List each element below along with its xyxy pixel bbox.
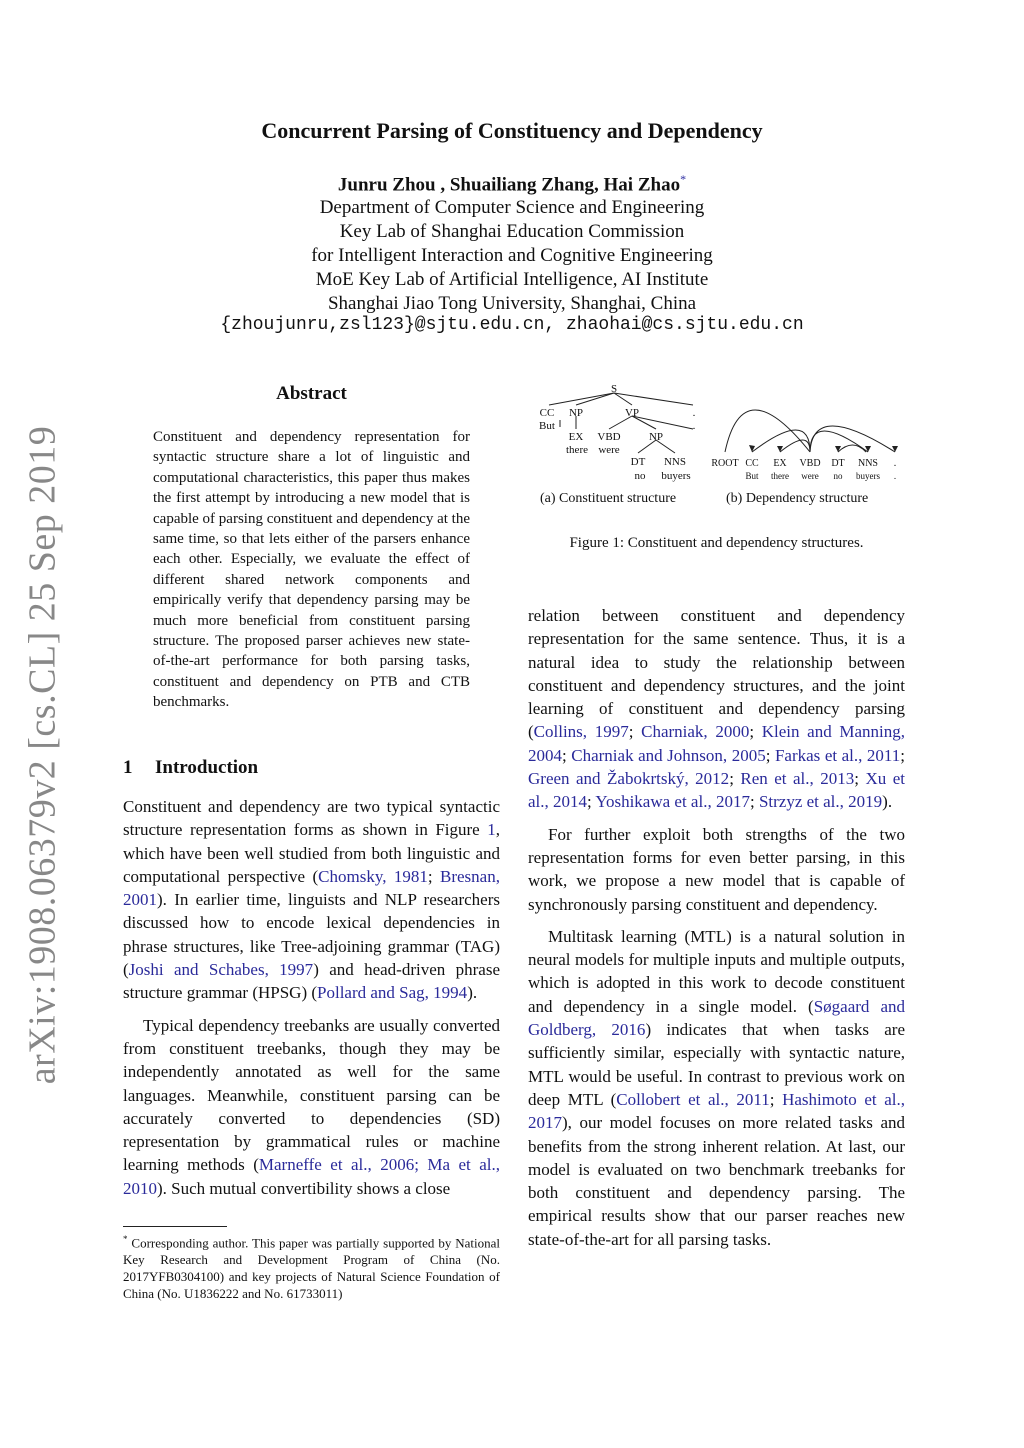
footnote-text: Corresponding author. This paper was partially supported by National Key Research and Development Program of China (No. 2017YFB0304100) and key projects of Natural Science Foundation of China (No. U1836222 and No. 61733011) xyxy=(123,1235,501,1302)
citation-link[interactable]: Xu et al., 2014 xyxy=(528,769,905,812)
text-run: Multitask learning (MTL) is a natural solution in neural models for multiple inputs and multiple outputs, which is adopted in this work to decode constituent and dependency in a single model. ( xyxy=(528,926,905,1016)
affiliation-line: MoE Key Lab of Artificial Intelligence, AI Institute xyxy=(315,269,709,290)
text-run: ; xyxy=(900,745,906,765)
text-run: ; xyxy=(765,745,775,765)
intro-paragraph xyxy=(528,604,905,814)
intro-paragraph: For further exploit both strengths of the two representation forms for even better parsing, in this work, we propose a new model that is capable of synchronously parsing constituent and dependency. xyxy=(528,824,905,914)
figure-ref-link[interactable]: 1 xyxy=(487,820,496,840)
dep-tag-ex: EX xyxy=(773,458,787,469)
dep-word-were: were xyxy=(801,471,819,481)
text-run: ; xyxy=(854,769,866,789)
dep-word-no: no xyxy=(833,471,843,481)
citation-link[interactable]: Strzyz et al., 2019 xyxy=(758,792,883,812)
arxiv-identifier-text: arXiv:1908.06379v2 [cs.CL] 25 Sep 2019 xyxy=(21,425,64,1085)
citation-link[interactable]: Pollard and Sag, 1994 xyxy=(317,983,468,1003)
text-run: relation between constituent and dependency representation for the same sentence. Thus, it is a natural idea to study the relationship between constituent and dependency structures, and the joint learning of constituent and dependency parsing ( xyxy=(528,606,905,742)
tree-leaf-but: But xyxy=(539,420,555,432)
citation-link[interactable]: Marneffe et al., 2006; Ma et al., 2010 xyxy=(123,1155,501,1198)
section-title: Introduction xyxy=(155,757,259,778)
paper-title: Concurrent Parsing of Constituency and Dependency xyxy=(261,118,763,143)
subcaption-a: (a) Constituent structure xyxy=(540,491,677,506)
text-run: ) indicates that when tasks are sufficiently similar, especially with syntactic nature, MTL would be useful. In contrast to previous work on deep MTL ( xyxy=(528,1020,905,1109)
corresponding-author-mark: * xyxy=(680,172,687,186)
footnote-mark: * xyxy=(123,1234,128,1244)
tree-leaf-there: there xyxy=(566,444,588,456)
citation-link[interactable]: Ren et al., 2013 xyxy=(740,769,855,789)
right-column-body xyxy=(528,604,905,1251)
dep-tag-cc: CC xyxy=(745,458,759,469)
dep-word-but: But xyxy=(745,471,759,481)
dep-tag-dt: DT xyxy=(831,458,845,469)
dep-tag-vbd: VBD xyxy=(799,458,821,469)
citation-link[interactable]: Søgaard and Goldberg, 2016 xyxy=(528,996,905,1040)
tree-node-punct: . xyxy=(692,407,696,419)
tree-node-np2: NP xyxy=(648,431,664,443)
citation-link[interactable]: Yoshikawa et al., 2017 xyxy=(595,792,750,812)
text-run: Typical dependency treebanks are usually converted from constituent treebanks, though they may be independently annotated as well for the same languages. Meanwhile, constituent parsing can be accurately converted to dependencies (SD) representation by grammatical rules or machine learning methods ( xyxy=(123,1015,500,1175)
citation-link[interactable]: Farkas et al., 2011 xyxy=(774,745,901,765)
author-names: Junru Zhou , Shuailiang Zhang, Hai Zhao xyxy=(337,174,681,196)
tree-node-ex: EX xyxy=(568,431,584,443)
citation-link[interactable]: Charniak, 2000 xyxy=(641,722,750,742)
dep-tag-punct: . xyxy=(893,458,897,469)
citation-link[interactable]: Klein and Manning, 2004 xyxy=(528,722,906,765)
tree-leaf-punct: . xyxy=(692,420,696,432)
dep-tag-nns: NNS xyxy=(857,458,879,469)
text-run: ). In earlier time, linguists and NLP researchers discussed how to encode lexical dependencies in phrase structures, like Tree-adjoining grammar (TAG) ( xyxy=(123,890,500,980)
paper-authors xyxy=(0,172,1024,196)
text-run: ; xyxy=(562,745,572,765)
dep-word-buyers: buyers xyxy=(856,471,880,481)
tree-leaf-buyers: buyers xyxy=(661,470,691,482)
affiliation-line: Key Lab of Shanghai Education Commission xyxy=(339,221,685,242)
text-run: ; xyxy=(749,722,762,742)
abstract-heading: Abstract xyxy=(276,383,347,404)
citation-link[interactable]: Collobert et al., 2011 xyxy=(616,1089,770,1109)
arxiv-identifier xyxy=(12,425,72,1085)
tree-node-dt: DT xyxy=(630,456,646,468)
tree-node-cc: CC xyxy=(539,407,555,419)
affiliation-line: Shanghai Jiao Tong University, Shanghai, China xyxy=(327,293,697,314)
section-heading xyxy=(123,757,258,779)
section-number: 1 xyxy=(123,757,133,778)
text-run: ; xyxy=(749,792,759,812)
footnote-divider xyxy=(123,1226,227,1227)
text-run: ; xyxy=(729,769,741,789)
tree-leaf-were: were xyxy=(598,444,620,456)
subcaption-b: (b) Dependency structure xyxy=(726,491,869,506)
text-run: ; xyxy=(769,1089,783,1109)
author-emails: {zhoujunru,zsl123}@sjtu.edu.cn, zhaohai@cs.sjtu.edu.cn xyxy=(220,315,804,335)
text-run: ; xyxy=(427,866,441,886)
citation-link[interactable]: Green and Žabokrtský, 2012 xyxy=(528,769,730,789)
citation-link[interactable]: Hashimoto et al., 2017 xyxy=(528,1089,905,1133)
citation-link[interactable]: Joshi and Schabes, 1997 xyxy=(128,960,314,980)
abstract-text: Constituent and dependency representation for syntactic structure share a lot of linguistic and computational characteristics, this paper thus makes the first attempt by introducing a new model that is capable of parsing constituent and dependency at the same time, so that lets either of the parsers enhance each other. Especially, we evaluate the effect of different shared network components and empirically verify that dependency parsing may be much more beneficial from constituent parsing structure. The proposed parser achieves new state-of-the-art performance for both parsing tasks, constituent and dependency on PTB and CTB benchmarks. xyxy=(153,429,470,711)
dep-word-punct: . xyxy=(893,471,897,481)
citation-link[interactable]: Bresnan, 2001 xyxy=(123,866,500,910)
left-column-body xyxy=(123,795,500,1200)
citation-link[interactable]: Charniak and Johnson, 2005 xyxy=(571,745,766,765)
intro-paragraph xyxy=(123,795,500,1005)
text-run: ). Such mutual convertibility shows a close xyxy=(157,1178,451,1198)
tree-node-np: NP xyxy=(568,407,584,419)
dep-tag-root: ROOT xyxy=(711,458,739,469)
affiliation-line: for Intelligent Interaction and Cognitive Engineering xyxy=(311,245,713,266)
text-run: ; xyxy=(628,722,642,742)
intro-paragraph xyxy=(528,925,905,1251)
dep-word-there: there xyxy=(771,471,789,481)
intro-paragraph xyxy=(123,1014,500,1200)
affiliation-line: Department of Computer Science and Engineering xyxy=(319,197,705,218)
text-run: ; xyxy=(587,792,596,812)
citation-link[interactable]: Collins, 1997 xyxy=(533,722,629,742)
tree-node-s: S xyxy=(610,383,618,395)
dependency-arrowheads xyxy=(749,445,898,452)
text-run: Constituent and dependency are two typical syntactic structure representation forms as shown in Figure xyxy=(123,797,500,840)
text-run: , which have been well studied from both linguistic and computational perspective ( xyxy=(123,820,500,886)
footnote xyxy=(123,1231,500,1302)
tree-node-nns: NNS xyxy=(663,456,687,468)
text-run: ) and head-driven phrase structure grammar (HPSG) ( xyxy=(123,960,500,1003)
text-run: ). xyxy=(882,792,893,812)
tree-leaf-no: no xyxy=(634,470,646,482)
figure-1-diagrams xyxy=(528,378,905,488)
tree-node-vbd: VBD xyxy=(597,431,621,443)
tree-node-vp: VP xyxy=(624,407,640,419)
text-run: ). xyxy=(467,983,478,1003)
text-run: ), our model focuses on more related tasks and benefits from the strong inherent relation. At last, our model is evaluated on two benchmark treebanks for both constituent and dependency parsing. The empirical results show that our parser reaches new state-of-the-art for all parsing tasks. xyxy=(528,1113,905,1249)
citation-link[interactable]: Chomsky, 1981 xyxy=(318,866,428,886)
figure-caption: Figure 1: Constituent and dependency structures. xyxy=(569,535,864,551)
figure-1 xyxy=(528,378,905,558)
